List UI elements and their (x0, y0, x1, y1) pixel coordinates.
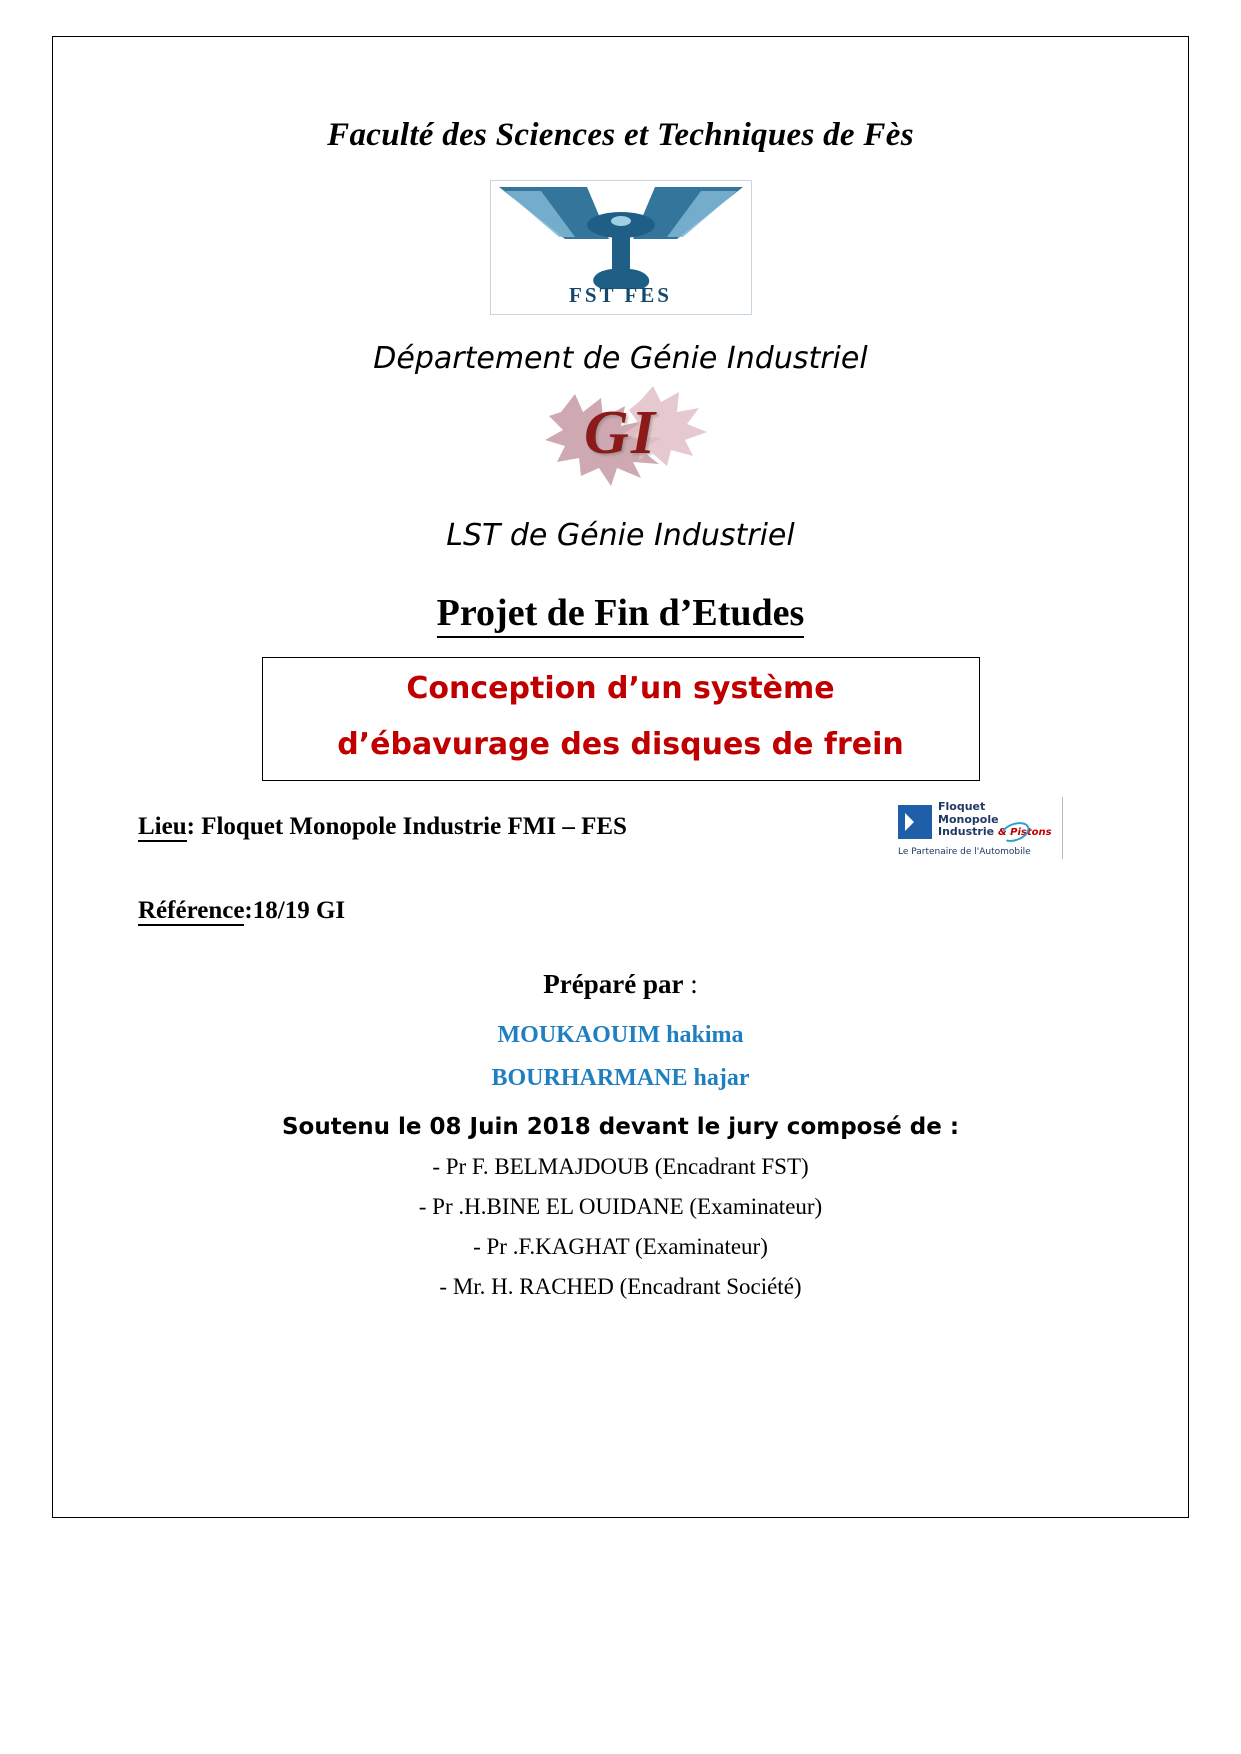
company-logo-inner (896, 797, 1056, 859)
reference-label: Référence (138, 897, 245, 924)
jury-list (83, 1154, 1158, 1300)
reference-value: :18/19 GI (244, 897, 346, 924)
department-title: Département de Génie Industriel (373, 341, 868, 376)
company-name-line3-italic: & Pistons (997, 827, 1052, 839)
student-name-1: MOUKAOUIM hakima (497, 1022, 744, 1048)
company-tagline: Le Partenaire de l'Automobile (898, 847, 1031, 857)
cover-page-content (53, 37, 1188, 1517)
page-border (52, 36, 1189, 1518)
lieu-field (138, 813, 627, 841)
prepared-by-suffix: : (683, 969, 698, 999)
company-name-line3: Industrie (938, 825, 995, 839)
fst-logo-label: FST FES (569, 283, 672, 307)
reference-field (138, 897, 1158, 925)
prepared-by-label: Préparé par (543, 969, 684, 999)
gi-logo-label: GI (584, 398, 657, 467)
lieu-value: : Floquet Monopole Industrie FMI – FES (186, 813, 627, 840)
company-name-line2: Monopole (938, 812, 999, 826)
jury-member: - Pr .F.KAGHAT (Examinateur) (473, 1234, 768, 1259)
fst-fes-logo (490, 180, 752, 315)
subject-line-2: d’ébavurage des disques de frein (337, 727, 904, 762)
document-type-text: Projet de Fin d’Etudes (437, 592, 805, 638)
subject-line-1: Conception d’un système (406, 671, 835, 706)
lieu-label: Lieu (138, 813, 187, 840)
company-name-line1: Floquet (938, 800, 986, 813)
company-logo (896, 797, 1063, 859)
faculty-title: Faculté des Sciences et Techniques de Fès (327, 117, 914, 153)
student-name-2: BOURHARMANE hajar (491, 1065, 750, 1091)
subject-box (262, 657, 980, 781)
company-name (938, 801, 1052, 839)
prepared-by-line (83, 969, 1158, 1000)
gi-logo (501, 378, 741, 488)
jury-member: - Pr F. BELMAJDOUB (Encadrant FST) (432, 1154, 809, 1179)
company-mark-icon (898, 805, 932, 839)
lieu-row (83, 800, 1158, 887)
jury-member: - Mr. H. RACHED (Encadrant Société) (439, 1274, 802, 1299)
jury-member: - Pr .H.BINE EL OUIDANE (Examinateur) (418, 1194, 823, 1219)
gi-logo-container (83, 378, 1158, 488)
document-type-title (83, 591, 1158, 635)
program-title: LST de Génie Industriel (446, 518, 795, 553)
jury-heading: Soutenu le 08 Juin 2018 devant le jury composé de : (281, 1114, 960, 1140)
fst-logo-container (83, 180, 1158, 315)
